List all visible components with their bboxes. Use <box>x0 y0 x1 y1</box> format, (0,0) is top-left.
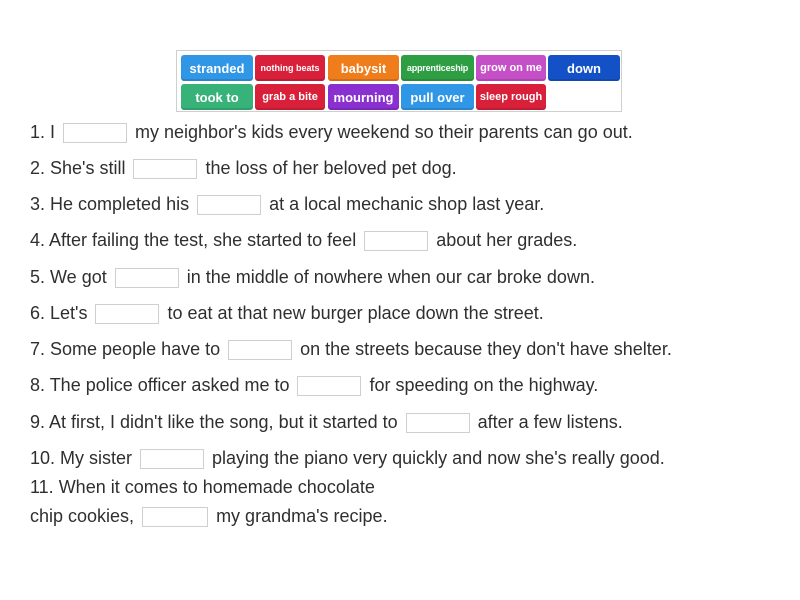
answer-blank-6[interactable] <box>95 304 159 324</box>
sentence-text: on the streets because they don't have shelter. <box>300 339 672 359</box>
sentence-text: the loss of her beloved pet dog. <box>205 158 457 178</box>
sentence-text: 11. When it comes to homemade chocolate <box>30 477 375 497</box>
answer-blank-3[interactable] <box>197 195 261 215</box>
word-tile-sleep-rough[interactable]: sleep rough <box>476 84 546 110</box>
sentence-4 <box>30 229 577 251</box>
sentence-text: 7. Some people have to <box>30 339 221 359</box>
sentence-8 <box>30 374 598 396</box>
sentence-text: 5. We got <box>30 267 107 287</box>
sentence-11-line-2 <box>30 505 388 527</box>
sentence-text: my grandma's recipe. <box>216 506 388 526</box>
word-tile-apprenticeship[interactable]: apprenticeship <box>401 55 474 81</box>
sentence-1 <box>30 121 633 143</box>
sentence-text: 10. My sister <box>30 448 133 468</box>
sentence-text: 1. I <box>30 122 56 142</box>
answer-blank-4[interactable] <box>364 231 428 251</box>
answer-blank-7[interactable] <box>228 340 292 360</box>
word-tile-grow-on-me[interactable]: grow on me <box>476 55 546 81</box>
sentence-6 <box>30 302 544 324</box>
sentence-text: after a few listens. <box>477 412 623 432</box>
word-tile-nothing-beats[interactable] <box>255 55 325 81</box>
word-tile-grab-a-bite[interactable]: grab a bite <box>255 84 325 110</box>
sentence-text: my neighbor's kids every weekend so their parents can go out. <box>135 122 633 142</box>
sentence-text: 8. The police officer asked me to <box>30 375 290 395</box>
sentence-11-line-1 <box>30 476 375 498</box>
word-bank <box>176 50 622 112</box>
word-tile-stranded[interactable]: stranded <box>181 55 253 81</box>
word-tile-pull-over[interactable]: pull over <box>401 84 474 110</box>
sentence-5 <box>30 266 595 288</box>
answer-blank-8[interactable] <box>297 376 361 396</box>
answer-blank-1[interactable] <box>63 123 127 143</box>
sentence-text: 4. After failing the test, she started to feel <box>30 230 357 250</box>
word-tile-down[interactable]: down <box>548 55 620 81</box>
answer-blank-10[interactable] <box>140 449 204 469</box>
sentence-text: 6. Let's <box>30 303 88 323</box>
sentence-text: about her grades. <box>436 230 578 250</box>
answer-blank-5[interactable] <box>115 268 179 288</box>
sentence-text: to eat at that new burger place down the street. <box>167 303 544 323</box>
answer-blank-11[interactable] <box>142 507 208 527</box>
sentence-9 <box>30 411 623 433</box>
sentence-text: 3. He completed his <box>30 194 190 214</box>
sentence-10 <box>30 447 665 469</box>
sentence-7 <box>30 338 672 360</box>
sentence-text: at a local mechanic shop last year. <box>269 194 545 214</box>
sentence-3 <box>30 193 544 215</box>
sentence-text: 2. She's still <box>30 158 126 178</box>
sentence-text: chip cookies, <box>30 506 135 526</box>
answer-blank-9[interactable] <box>406 413 470 433</box>
word-tile-babysit[interactable]: babysit <box>328 55 399 81</box>
answer-blank-2[interactable] <box>133 159 197 179</box>
sentence-text: in the middle of nowhere when our car broke down. <box>186 267 595 287</box>
sentence-text: 9. At first, I didn't like the song, but it started to <box>30 412 398 432</box>
sentence-text: for speeding on the highway. <box>369 375 599 395</box>
word-tile-label: nothing beats <box>260 62 320 73</box>
word-tile-took-to[interactable]: took to <box>181 84 253 110</box>
sentence-text: playing the piano very quickly and now she's really good. <box>212 448 665 468</box>
word-tile-mourning[interactable]: mourning <box>328 84 399 110</box>
sentence-2 <box>30 157 457 179</box>
